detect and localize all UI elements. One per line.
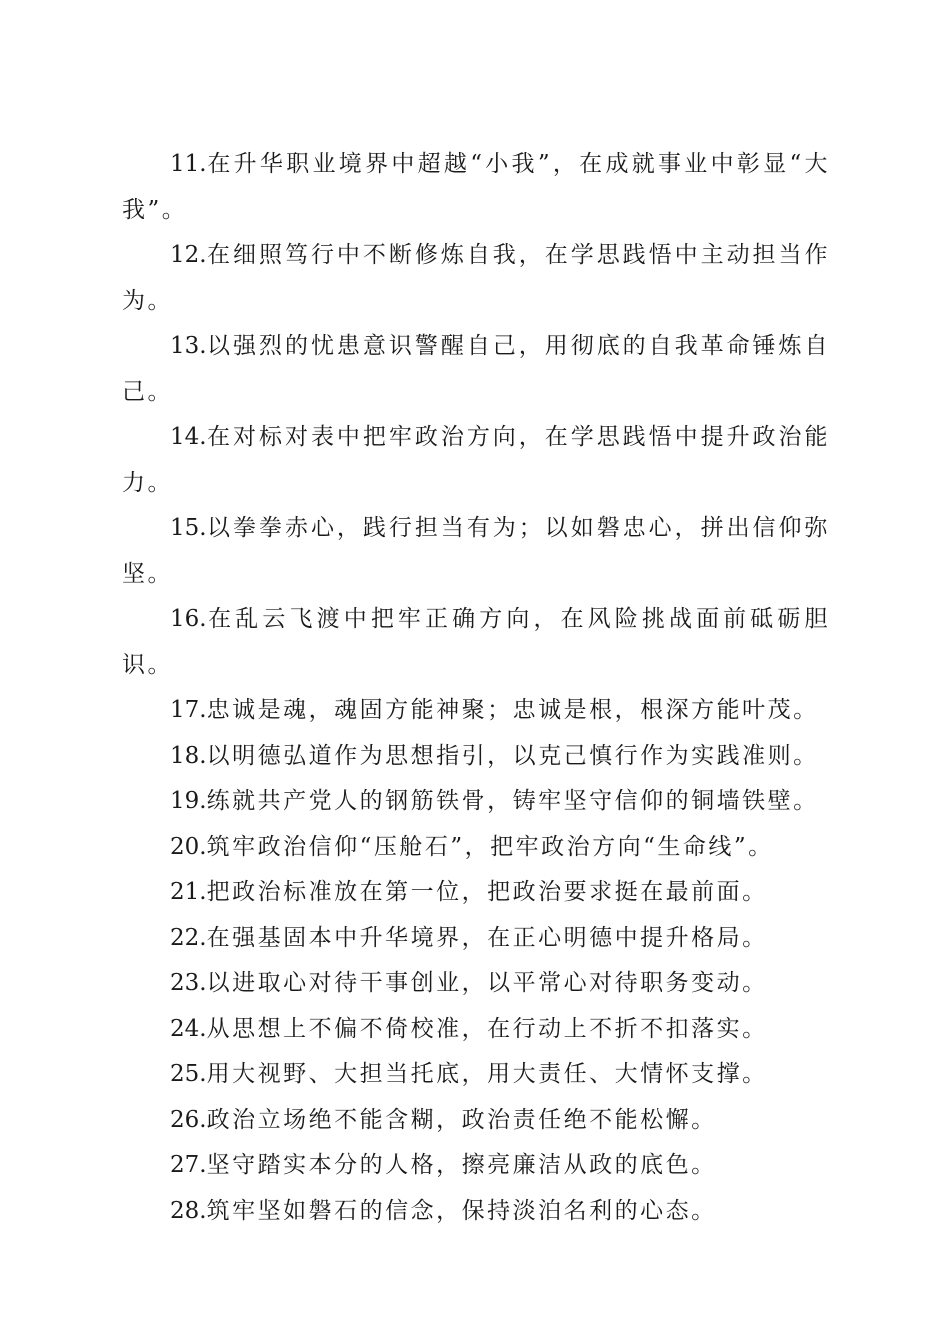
- document-body: [122, 142, 830, 1234]
- item-number: 21.: [170, 879, 207, 905]
- item-text: 以拳拳赤心，践行担当有为；以如磐忠心，拼出信仰弥坚。: [122, 515, 830, 587]
- list-item: [122, 1098, 830, 1144]
- list-item: [122, 1007, 830, 1053]
- item-text: 在乱云飞渡中把牢正确方向，在风险挑战面前砥砺胆识。: [122, 606, 830, 678]
- item-number: 28.: [170, 1197, 207, 1224]
- item-number: 13.: [170, 333, 207, 359]
- list-item: [122, 870, 830, 916]
- item-number: 23.: [170, 970, 207, 996]
- item-number: 18.: [170, 742, 207, 769]
- item-text: 从思想上不偏不倚校准，在行动上不折不扣落实。: [206, 1015, 768, 1042]
- list-item: [122, 597, 830, 688]
- list-item: [122, 825, 830, 871]
- item-text: 在细照笃行中不断修炼自我，在学思践悟中主动担当作为。: [122, 242, 830, 314]
- item-number: 16.: [170, 606, 207, 632]
- item-text: 在对标对表中把牢政治方向，在学思践悟中提升政治能力。: [122, 424, 830, 496]
- item-text: 筑牢政治信仰“压舱石”，把牢政治方向“生命线”。: [206, 833, 774, 860]
- item-number: 22.: [170, 924, 207, 951]
- list-item: [122, 779, 830, 825]
- item-number: 20.: [170, 833, 207, 860]
- item-number: 25.: [170, 1061, 207, 1087]
- list-item: [122, 324, 830, 415]
- list-item: [122, 233, 830, 324]
- list-item: [122, 734, 830, 780]
- list-item: [122, 1189, 830, 1235]
- item-text: 练就共产党人的钢筋铁骨，铸牢坚守信仰的铜墙铁壁。: [206, 788, 819, 814]
- item-number: 27.: [170, 1152, 207, 1178]
- list-item: [122, 688, 830, 734]
- item-text: 在强基固本中升华境界，在正心明德中提升格局。: [206, 924, 768, 951]
- list-item: [122, 506, 830, 597]
- item-text: 以明德弘道作为思想指引，以克己慎行作为实践准则。: [206, 742, 819, 769]
- item-number: 17.: [170, 697, 207, 723]
- item-text: 以强烈的忧患意识警醒自己，用彻底的自我革命锤炼自己。: [122, 333, 830, 405]
- item-text: 用大视野、大担当托底，用大责任、大情怀支撑。: [206, 1061, 768, 1087]
- list-item: [122, 1052, 830, 1098]
- item-text: 以进取心对待干事创业，以平常心对待职务变动。: [206, 970, 768, 996]
- item-number: 19.: [170, 788, 207, 814]
- list-item: [122, 1143, 830, 1189]
- item-number: 24.: [170, 1015, 207, 1042]
- item-text: 筑牢坚如磐石的信念，保持淡泊名利的心态。: [206, 1197, 717, 1224]
- item-number: 15.: [170, 515, 207, 541]
- list-item: [122, 961, 830, 1007]
- item-number: 14.: [170, 424, 207, 450]
- item-text: 坚守踏实本分的人格，擦亮廉洁从政的底色。: [206, 1152, 717, 1178]
- list-item: [122, 916, 830, 962]
- item-number: 26.: [170, 1106, 207, 1133]
- list-item: [122, 142, 830, 233]
- item-text: 把政治标准放在第一位，把政治要求挺在最前面。: [206, 879, 768, 905]
- list-item: [122, 415, 830, 506]
- item-number: 11.: [170, 151, 207, 177]
- item-text: 政治立场绝不能含糊，政治责任绝不能松懈。: [206, 1106, 717, 1133]
- item-number: 12.: [170, 242, 207, 268]
- item-text: 忠诚是魂，魂固方能神聚；忠诚是根，根深方能叶茂。: [206, 697, 819, 723]
- item-text: 在升华职业境界中超越“小我”，在成就事业中彰显“大我”。: [122, 151, 830, 223]
